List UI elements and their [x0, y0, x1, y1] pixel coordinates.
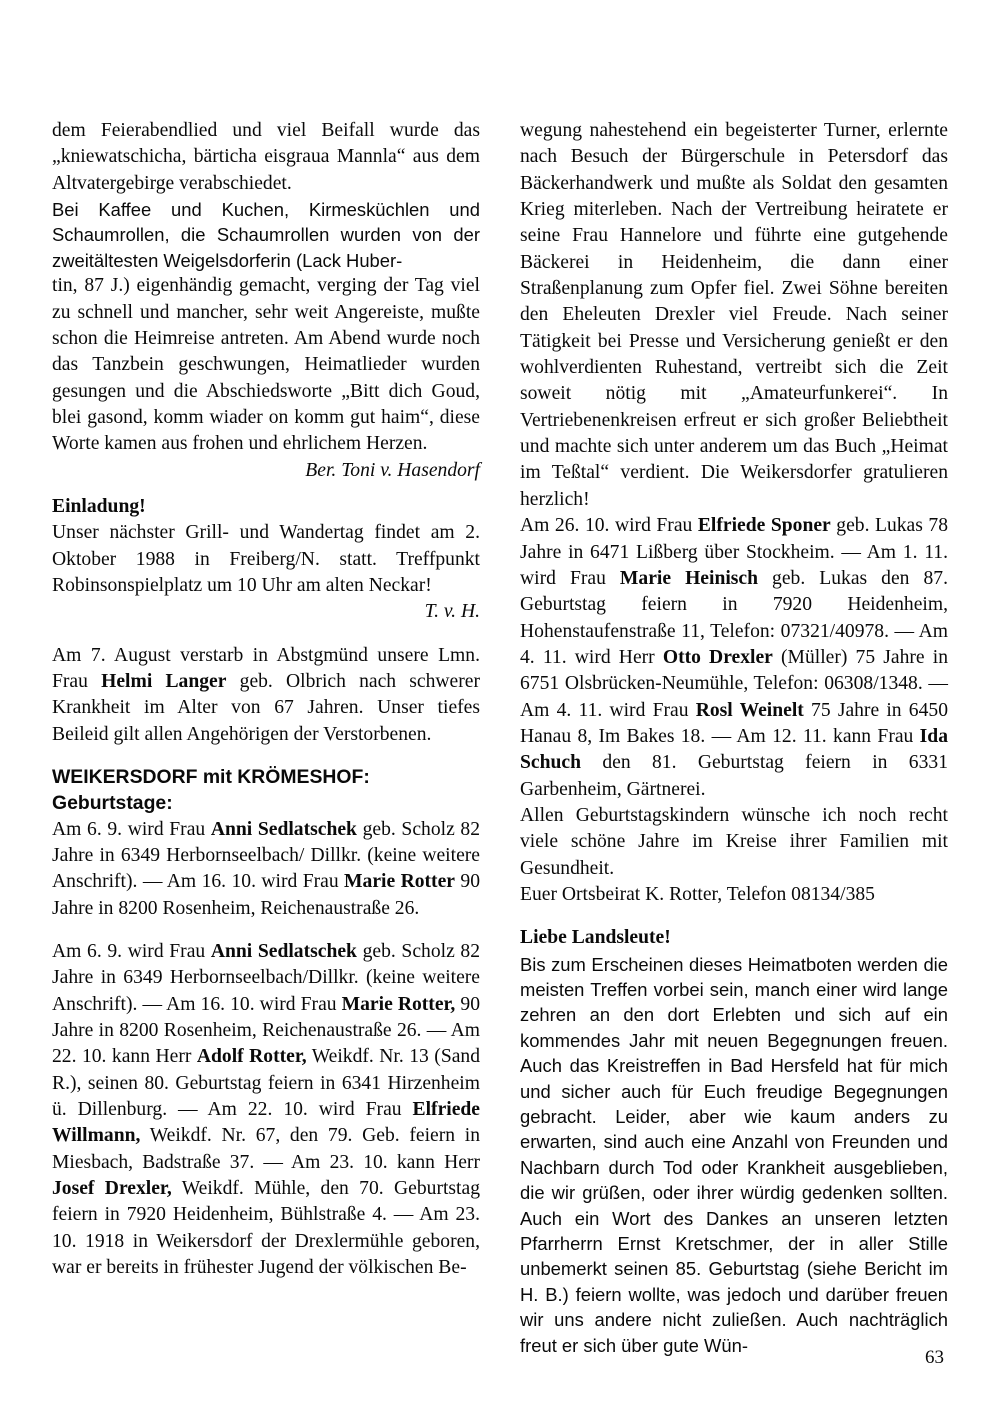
obit-text-b: geb. Olbrich nach schwerer Krankheit im Alter von 67 Jahren. Unser tiefes Beileid gilt allen Angehörigen der Verstorbenen.: [52, 671, 480, 745]
bd-name-1: Anni Sedlatschek: [210, 818, 357, 840]
bd2-text-e: Weikdf. Nr. 67, den 79. Geb. feiern in Miesbach, Badstraße 37. — Am 23. 10. kann Herr: [52, 1125, 480, 1173]
bd2-text-a: Am 6. 9. wird Frau: [52, 941, 211, 963]
rbd-text-f: den 81. Geburtstag feiern in 6331 Garbenheim, Gärtnerei.: [520, 752, 948, 800]
signature-hasendorf: Ber. Toni v. Hasendorf: [305, 459, 480, 481]
heading-liebe-landsleute: Liebe Landsleute!: [520, 927, 671, 949]
rbd-name-5: Ida Schuch: [520, 725, 948, 774]
bd2-text-b: geb. Scholz 82 Jahre in 6349 Herbornseelbach/Dillkr. (keine weitere Anschrift). — Am 16. 10. wird Frau: [52, 941, 480, 1015]
paragraph-right-1: wegung nahestehend ein begeisterter Turner, erlernte nach Besuch der Bürgerschule in Petersdorf das Bäckerhandwerk und mußte als Soldat den gesamten Krieg miterleben. Nach der Vertreibung heiratete er seine Frau Hannelore und führte eine gutgehende Bäckerei in Heidenheim, die dann einer Straßenplanung zum Opfer fiel. Zwei Söhne bereiten den Eheleuten Drexler viel Freude. Nach seiner Tätigkeit bei Presse und Versicherung genießt er den wohlverdienten Ruhestand, vertreibt sich die Zeit soweit nötig mit „Amateurfunkerei“. In Vertriebenenkreisen erfreut er sich großer Beliebtheit und machte sich unter anderem um das Buch „Heimat im Teßtal“ verdient. Die Weikersdorfer gratulieren herzlich!: [520, 120, 948, 510]
rbd-name-4: Rosl Weinelt: [695, 699, 804, 721]
rbd-text-c: geb. Lukas den 87. Geburtstag feiern in 7920 Heidenheim, Hohenstaufenstraße 11, Telefon: 07321/40978. — Am 4. 11. wird Herr: [520, 567, 949, 668]
rbd-name-3: Otto Drexler: [662, 646, 773, 668]
rbd-text-d: (Müller) 75 Jahre in 6751 Olsbrücken-Neumühle, Telefon: 06308/1348. — Am 4. 11. wird Frau: [520, 646, 948, 721]
paragraph-left-6: [52, 939, 480, 1281]
paragraph-left-1: dem Feierabendlied und viel Beifall wurde das „kniewatschicha, bärticha eisgraua Mannla“ aus dem Altvatergebirge verabschiedet.: [52, 120, 480, 194]
bd2-name-5: Josef Drexler,: [52, 1178, 172, 1200]
obit-text-a: Am 7. August verstarb in Abstgmünd unsere Lmn. Frau: [52, 644, 480, 693]
heading-weikersdorf: WEIKERSDORF mit KRÖMESHOF:: [52, 766, 370, 789]
bd2-text-d: Weikdf. Nr. 13 (Sand R.), seinen 80. Geburtstag feiern in 6341 Hirzenheim ü. Dillenburg. — Am 22. 10. wird Frau: [52, 1046, 481, 1121]
bd2-text-f: Weikdf. Mühle, den 70. Geburtstag feiern in 7920 Heidenheim, Bühlstraße 4. — Am 23. 10. 1918 in Weikersdorf der Drexlermühle geboren, war er bereits in frühester Jugend der völkischen Be-: [52, 1178, 480, 1279]
rbd-text-a: Am 26. 10. wird Frau: [520, 515, 698, 537]
bd2-name-4: Elfriede Willmann,: [52, 1099, 480, 1147]
paragraph-right-2: [520, 513, 948, 803]
heading-geburtstage: Geburtstage:: [52, 791, 173, 814]
rbd-text-b: geb. Lukas 78 Jahre in 6471 Lißberg über Stockheim. — Am 1. 11. wird Frau: [520, 515, 949, 589]
signature-tvh: T. v. H.: [424, 601, 480, 623]
bd-text-b: geb. Scholz 82 Jahre in 6349 Herbornseelbach/ Dillkr. (keine weitere Anschrift). — Am 16. 10. wird Frau: [52, 818, 480, 893]
paragraph-left-4: [52, 643, 480, 748]
paragraph-left-2-cont: [52, 273, 480, 457]
rbd-name-1: Elfriede Sponer: [697, 515, 831, 537]
two-column-body: [52, 118, 949, 1356]
rbd-name-2: Marie Heinisch: [619, 567, 759, 589]
bd2-name-2: Marie Rotter,: [341, 993, 456, 1015]
left-column: [52, 118, 480, 1298]
bd2-text-c: 90 Jahre in 8200 Rosenheim, Reichenaustraße 26. — Am 22. 10. kann Herr: [52, 993, 480, 1068]
paragraph-left-3: Unser nächster Grill- und Wandertag findet am 2. Oktober 1988 in Freiberg/N. statt. Treffpunkt Robinsonspielplatz um 10 Uhr am alten Neckar!: [52, 522, 480, 596]
bd2-name-1: Anni Sedlatschek: [210, 941, 357, 963]
heading-einladung: Einladung!: [52, 495, 146, 517]
paragraph-left-2-cont-text: tin, 87 J.) eigenhändig gemacht, verging der Tag viel zu schnell und mancher, sehr weit Angereiste, mußte schon die Heimreise antreten. Am Abend wurde noch das Tanzbein geschwungen, Heimatlieder wurden gesungen und die Abschiedsworte „Bitt dich Goud, blei gasond, komm wiader on komm gut haim“, diese Worte kamen aus frohen und ehrlichem Herzen.: [52, 275, 480, 455]
paragraph-left-2-sans: Bei Kaffee und Kuchen, Kirmesküchlen und Schaumrollen, die Schaumrollen wurden von der zweitältesten Weigelsdorferin (Lack Huber-: [52, 199, 480, 271]
bd2-name-3: Adolf Rotter,: [196, 1046, 307, 1068]
obit-name: Helmi Langer: [101, 671, 227, 693]
paragraph-right-4: Euer Ortsbeirat K. Rotter, Telefon 08134/385: [520, 883, 875, 905]
bd-text-c: 90 Jahre in 8200 Rosenheim, Reichenaustraße 26.: [52, 871, 480, 919]
paragraph-right-5-sans: Bis zum Erscheinen dieses Heimatboten werden die meisten Treffen vorbei sein, manch einer wird lange zehren an den dort Erlebten und sich auf ein kommendes Jahr mit neuen Begegnungen freuen. Auch das Kreistreffen in Bad Hersfeld hat für mich und sicher auch für Euch freudige Begegnungen gebracht. Leider, aber wie kaum anders zu erwarten, sind auch eine Anzahl von Freunden und Nachbarn durch Tod oder Krankheit ausgeblieben, die wir grüßen, oder ihrer würdig gedenken sollten. Auch ein Wort des Dankes an unseren letzten Pfarrherrn Ernst Kretschmer, der in aller Stille unbemerkt seinen 85. Geburtstag (siehe Bericht im H. B.) feiern wollte, was jedoch und darüber freuen wir uns andere nicht zuließen. Auch nachträglich freut er sich über gute Wün-: [520, 953, 948, 1356]
right-column: [520, 118, 949, 1356]
paragraph-left-5: [52, 817, 480, 922]
bd-name-2: Marie Rotter: [344, 871, 455, 893]
page-number: 63: [925, 1347, 944, 1368]
rbd-text-e: 75 Jahre in 6450 Hanau 8, Im Bakes 18. — Am 12. 11. kann Frau: [520, 699, 948, 747]
paragraph-right-3: Allen Geburtstagskindern wünsche ich noch recht viele schöne Jahre im Kreise ihrer Familien mit Gesundheit.: [520, 804, 948, 879]
bd-text-a: Am 6. 9. wird Frau: [52, 818, 211, 840]
